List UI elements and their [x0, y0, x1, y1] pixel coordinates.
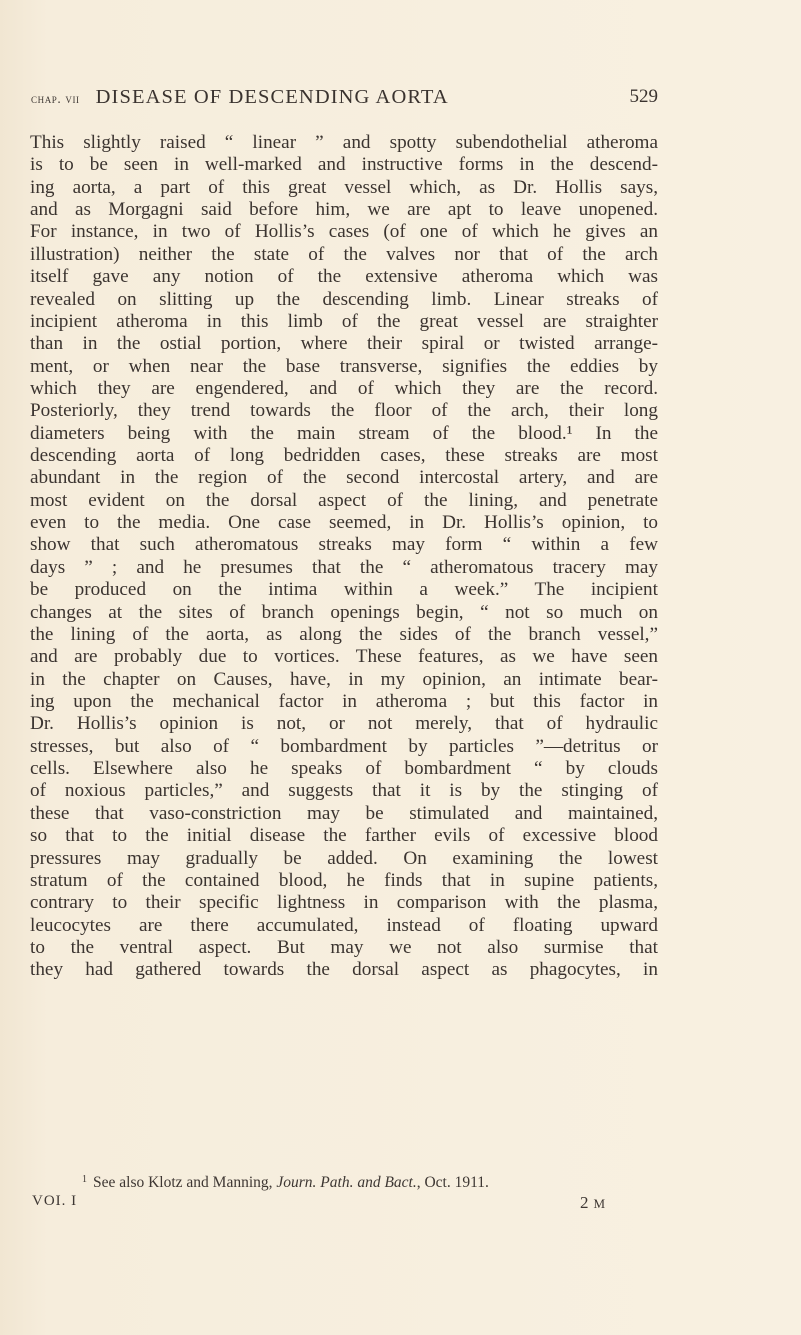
- text-line: stratum of the contained blood, he finds that in supine patients,: [30, 869, 658, 891]
- running-head: [31, 86, 658, 110]
- text-line: ment, or when near the base transverse, signifies the eddies by: [30, 355, 658, 377]
- signature-mark: [580, 1193, 605, 1213]
- running-title: DISEASE OF DESCENDING AORTA: [95, 86, 449, 108]
- chapter-label: chap. vii: [31, 91, 80, 106]
- text-line: incipient atheroma in this limb of the great vessel are straighter: [30, 310, 658, 332]
- text-line: illustration) neither the state of the valves nor that of the arch: [30, 243, 658, 265]
- text-line: these that vaso-constriction may be stimulated and maintained,: [30, 802, 658, 824]
- text-line: changes at the sites of branch openings begin, “ not so much on: [30, 601, 658, 623]
- text-line: days ” ; and he presumes that the “ atheromatous tracery may: [30, 556, 658, 578]
- text-line: revealed on slitting up the descending limb. Linear streaks of: [30, 288, 658, 310]
- text-line: show that such atheromatous streaks may form “ within a few: [30, 534, 658, 556]
- text-line: ing upon the mechanical factor in atheroma ; but this factor in: [30, 690, 658, 712]
- text-line: the lining of the aorta, as along the sides of the branch vessel,”: [30, 623, 658, 645]
- signature-number: 2: [579, 1193, 589, 1212]
- text-line: even to the media. One case seemed, in Dr. Hollis’s opinion, to: [30, 512, 658, 534]
- page-number: 529: [629, 86, 658, 107]
- footnote-journal: Journ. Path. and Bact.: [276, 1174, 417, 1191]
- text-line: which they are engendered, and of which they are the record.: [30, 377, 658, 399]
- text-line: contrary to their specific lightness in comparison with the plasma,: [30, 892, 658, 914]
- signature-line: [30, 1193, 605, 1213]
- signature-letter: M: [593, 1196, 605, 1211]
- text-line: descending aorta of long bedridden cases, these streaks are most: [30, 445, 658, 467]
- text-line: in the chapter on Causes, have, in my opinion, an intimate bear-: [30, 668, 658, 690]
- text-line: than in the ostial portion, where their spiral or twisted arrange-: [30, 333, 658, 355]
- text-line: Dr. Hollis’s opinion is not, or not merely, that of hydraulic: [30, 713, 658, 735]
- body-paragraph: [30, 132, 658, 982]
- text-line: For instance, in two of Hollis’s cases (of one of which he gives an: [30, 221, 658, 243]
- text-line: to the ventral aspect. But may we not also surmise that: [30, 936, 658, 958]
- text-line: and as Morgagni said before him, we are apt to leave unopened.: [30, 199, 658, 221]
- text-line: most evident on the dorsal aspect of the lining, and penetrate: [30, 489, 658, 511]
- text-line: of noxious particles,” and suggests that it is by the stinging of: [30, 780, 658, 802]
- text-line: pressures may gradually be added. On examining the lowest: [30, 847, 658, 869]
- text-line: itself gave any notion of the extensive atheroma which was: [30, 266, 658, 288]
- text-line: they had gathered towards the dorsal aspect as phagocytes, in: [30, 959, 658, 981]
- text-line: This slightly raised “ linear ” and spotty subendothelial atheroma: [30, 132, 658, 153]
- text-line: Posteriorly, they trend towards the floor of the arch, their long: [30, 400, 658, 422]
- text-line: and are probably due to vortices. These features, as we have seen: [30, 646, 658, 668]
- footnote-text: See also Klotz and Manning,: [93, 1174, 277, 1191]
- volume-label: VOI. I: [32, 1193, 78, 1209]
- footnote-marker: 1: [82, 1174, 87, 1185]
- text-line: leucocytes are there accumulated, instead of floating upward: [30, 914, 658, 936]
- text-line: ing aorta, a part of this great vessel which, as Dr. Hollis says,: [30, 176, 658, 198]
- text-line: stresses, but also of “ bombardment by particles ”—detritus or: [30, 735, 658, 757]
- footnote: [82, 1170, 642, 1193]
- text-line: be produced on the intima within a week.” The incipient: [30, 579, 658, 601]
- text-line: so that to the initial disease the farther evils of excessive blood: [30, 825, 658, 847]
- text-line: abundant in the region of the second intercostal artery, and are: [30, 467, 658, 489]
- text-line: diameters being with the main stream of the blood.¹ In the: [30, 422, 658, 444]
- text-line: is to be seen in well-marked and instructive forms in the descend-: [30, 154, 658, 176]
- text-line: cells. Elsewhere also he speaks of bombardment “ by clouds: [30, 758, 658, 780]
- footnote-date: , Oct. 1911.: [416, 1174, 489, 1191]
